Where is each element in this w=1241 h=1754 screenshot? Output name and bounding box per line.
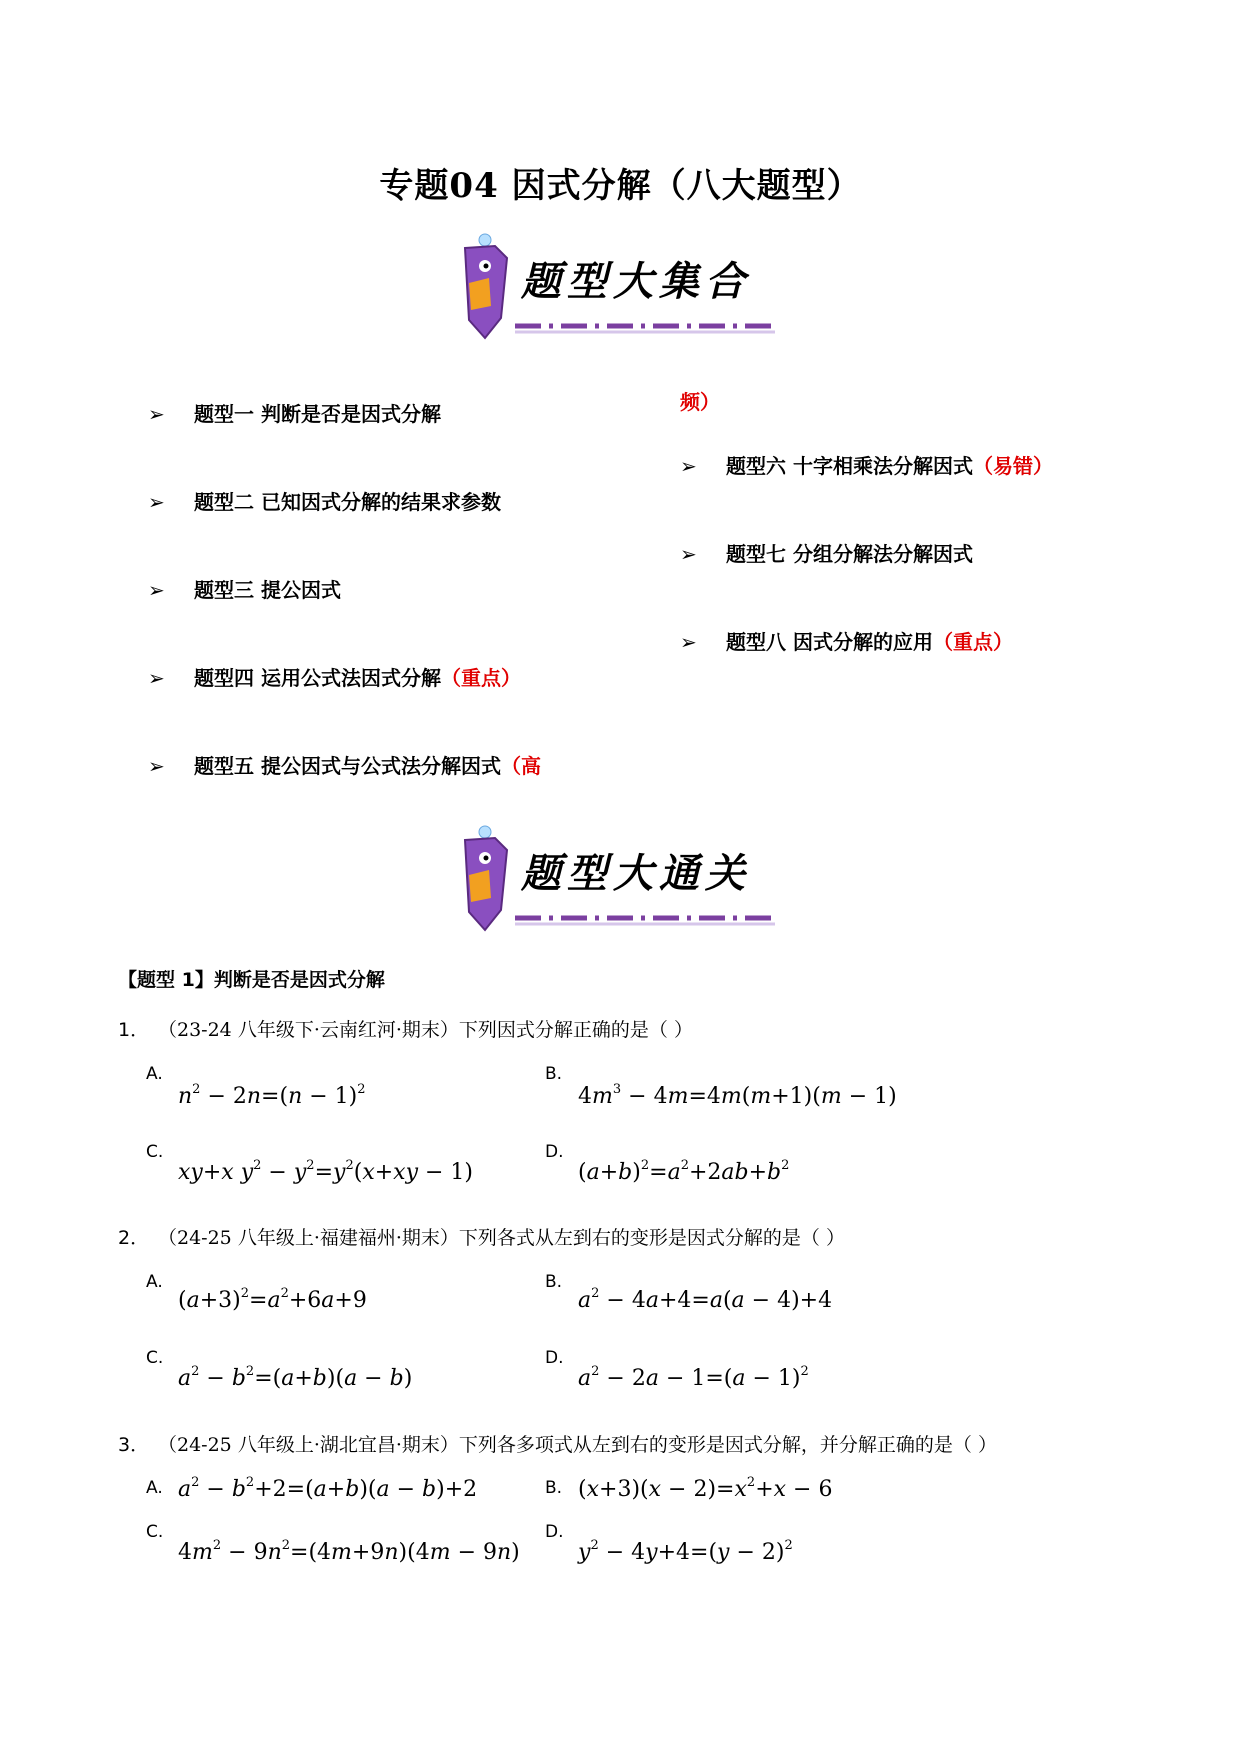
question-1: 1． （23-24 八年级下·云南红河·期末）下列因式分解正确的是（ ） [118, 1019, 693, 1041]
toc-item-5[interactable]: ➢ 题型五 提公因式与公式法分解因式（高 [148, 754, 541, 778]
toc-item-6[interactable]: ➢ 题型六 十字相乘法分解因式（易错） [680, 454, 1053, 478]
section-heading: 【题型 1】判断是否是因式分解 [118, 969, 385, 991]
page-title: 专题04 因式分解（八大题型） [379, 166, 862, 206]
toc-item-7[interactable]: ➢ 题型七 分组分解法分解因式 [680, 542, 973, 566]
toc-item-8[interactable]: ➢ 题型八 因式分解的应用（重点） [680, 630, 1013, 654]
question-2: 2． （24-25 八年级上·福建福州·期末）下列各式从左到右的变形是因式分解的是（ ） [118, 1227, 845, 1249]
arrow-bullet-icon: ➢ [148, 578, 165, 602]
arrow-bullet-icon: ➢ [148, 490, 165, 514]
toc-item-2[interactable]: ➢ 题型二 已知因式分解的结果求参数 [148, 490, 501, 514]
q3-option-a-formula[interactable]: $a^2 - b^2+2=(a+b)(a - b)+2$ [178, 1475, 478, 1502]
banner-title: 题型大通关 [521, 850, 751, 897]
option-label[interactable]: A. [146, 1478, 163, 1498]
arrow-bullet-icon: ➢ [148, 754, 165, 778]
option-label[interactable]: C. [146, 1348, 164, 1368]
q2-option-b-formula[interactable]: $a^2 - 4a+4=a(a - 4)+4$ [578, 1286, 833, 1313]
option-label[interactable]: A. [146, 1272, 163, 1292]
q3-option-c-formula[interactable]: $4m^2 - 9n^2=(4m+9n)(4m - 9n)$ [178, 1538, 520, 1565]
arrow-bullet-icon: ➢ [680, 542, 697, 566]
q3-option-d-formula[interactable]: $y^2 - 4y+4=(y - 2)^2$ [578, 1538, 793, 1565]
option-label[interactable]: D. [545, 1142, 564, 1162]
q1-option-d-formula[interactable]: $(a+b)^2=a^2+2ab+b^2$ [578, 1158, 790, 1185]
q1-option-c-formula[interactable]: xy+x $y^2 - y^2=y^2(x+xy - 1)$ [178, 1158, 474, 1185]
option-label[interactable]: D. [545, 1522, 564, 1542]
banner-topic-collection [455, 228, 795, 348]
option-label[interactable]: B. [545, 1064, 563, 1084]
q2-option-a-formula[interactable]: $(a+3)^2=a^2+6a+9$ [178, 1286, 367, 1313]
toc-item-1[interactable]: ➢ 题型一 判断是否是因式分解 [148, 402, 441, 426]
arrow-bullet-icon: ➢ [148, 402, 165, 426]
option-label[interactable]: A. [146, 1064, 163, 1084]
banner-title: 题型大集合 [521, 258, 751, 305]
banner-topic-practice [455, 820, 795, 940]
toc-item-3[interactable]: ➢ 题型三 提公因式 [148, 578, 341, 602]
q2-option-c-formula[interactable]: $a^2 - b^2=(a+b)(a - b)$ [178, 1364, 413, 1391]
arrow-bullet-icon: ➢ [680, 630, 697, 654]
q1-option-b-formula[interactable]: $4m^3 - 4m=4m(m+1)(m - 1)$ [578, 1082, 897, 1109]
arrow-bullet-icon: ➢ [680, 454, 697, 478]
option-label[interactable]: B. [545, 1478, 563, 1498]
question-3: 3． （24-25 八年级上·湖北宜昌·期末）下列各多项式从左到右的变形是因式分解，并分解正确的是（ ） [118, 1434, 997, 1456]
arrow-bullet-icon: ➢ [148, 666, 165, 690]
toc-item-4[interactable]: ➢ 题型四 运用公式法因式分解（重点） [148, 666, 521, 690]
option-label[interactable]: C. [146, 1142, 164, 1162]
q2-option-d-formula[interactable]: $a^2 - 2a - 1=(a - 1)^2$ [578, 1364, 809, 1391]
option-label[interactable]: D. [545, 1348, 564, 1368]
q3-option-b-formula[interactable]: $(x+3)(x - 2)=x^2+x - 6$ [578, 1475, 833, 1502]
toc-item-5-tag-continued: 频） [680, 390, 720, 414]
option-label[interactable]: C. [146, 1522, 164, 1542]
q1-option-a-formula[interactable]: $n^2 - 2n=(n - 1)^2$ [178, 1082, 366, 1109]
option-label[interactable]: B. [545, 1272, 563, 1292]
